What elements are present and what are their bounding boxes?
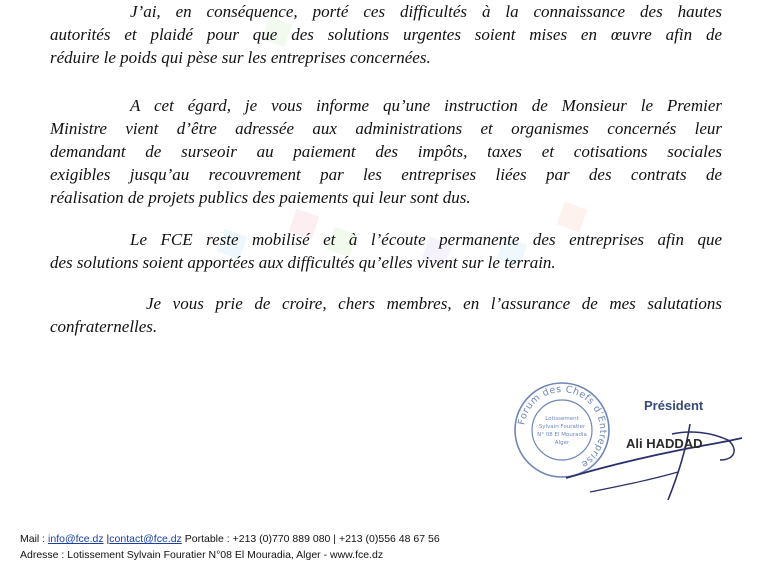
paragraph-line: A cet égard, je vous informe qu’une instruction de Monsieur le Premier [130,96,722,115]
paragraph-line: Je vous prie de croire, chers membres, en l’assurance de mes salutations [146,294,722,313]
paragraph-3 [50,228,722,274]
footer [20,531,440,563]
stamp-line: Lotissement [545,416,579,422]
paragraph-line: réduire le poids qui pèse sur les entreprises concernées. [50,48,431,67]
phone-numbers: Portable : +213 (0)770 889 080 | +213 (0)556 48 67 56 [184,533,440,545]
stamp-line: Sylvain Fouratier [538,424,586,430]
footer-address: Adresse : Lotissement Sylvain Fouratier N°08 El Mouradia, Alger - www.fce.dz [20,549,384,561]
paragraph-line: demandant de surseoir au paiement des impôts, taxes et cotisations sociales [50,142,722,161]
signatory-title: Président [644,398,704,413]
paragraph-line: des solutions soient apportées aux difficultés qu’elles vivent sur le terrain. [50,253,556,272]
handwritten-signature-icon [560,420,750,510]
email-link-contact[interactable]: contact@fce.dz [109,533,182,545]
paragraph-line: J’ai, en conséquence, porté ces difficultés à la connaissance des hautes [130,2,722,21]
paragraph-line: autorités et plaidé pour que des solutions urgentes soient mises en œuvre afin de [50,25,722,44]
footer-contact-line [20,531,440,547]
paragraph-closing [50,292,722,338]
paragraph-1 [50,0,722,69]
email-separator: | [106,533,110,545]
paragraph-2 [50,94,722,209]
stamp-ring-text: Forum des Chefs d’Entreprise [516,383,609,470]
paragraph-line: Le FCE reste mobilisé et à l’écoute permanente des entreprises afin que [130,230,722,249]
signatory-name: Ali HADDAD [626,436,703,451]
paragraph-line: exigibles jusqu’au recouvrement par les entreprises liées par des contrats de [50,165,722,184]
stamp-line: Alger [554,440,570,446]
mail-label: Mail : [20,533,46,545]
paragraph-line: confraternelles. [50,317,158,336]
paragraph-line: réalisation de projets publics des paiements qui leur sont dus. [50,188,471,207]
stamp-line: N° 08 El Mouradia [537,432,587,438]
paragraph-line: Ministre vient d’être adressée aux administrations et organismes concernés leur [50,119,722,138]
email-link-info[interactable]: info@fce.dz [48,533,104,545]
